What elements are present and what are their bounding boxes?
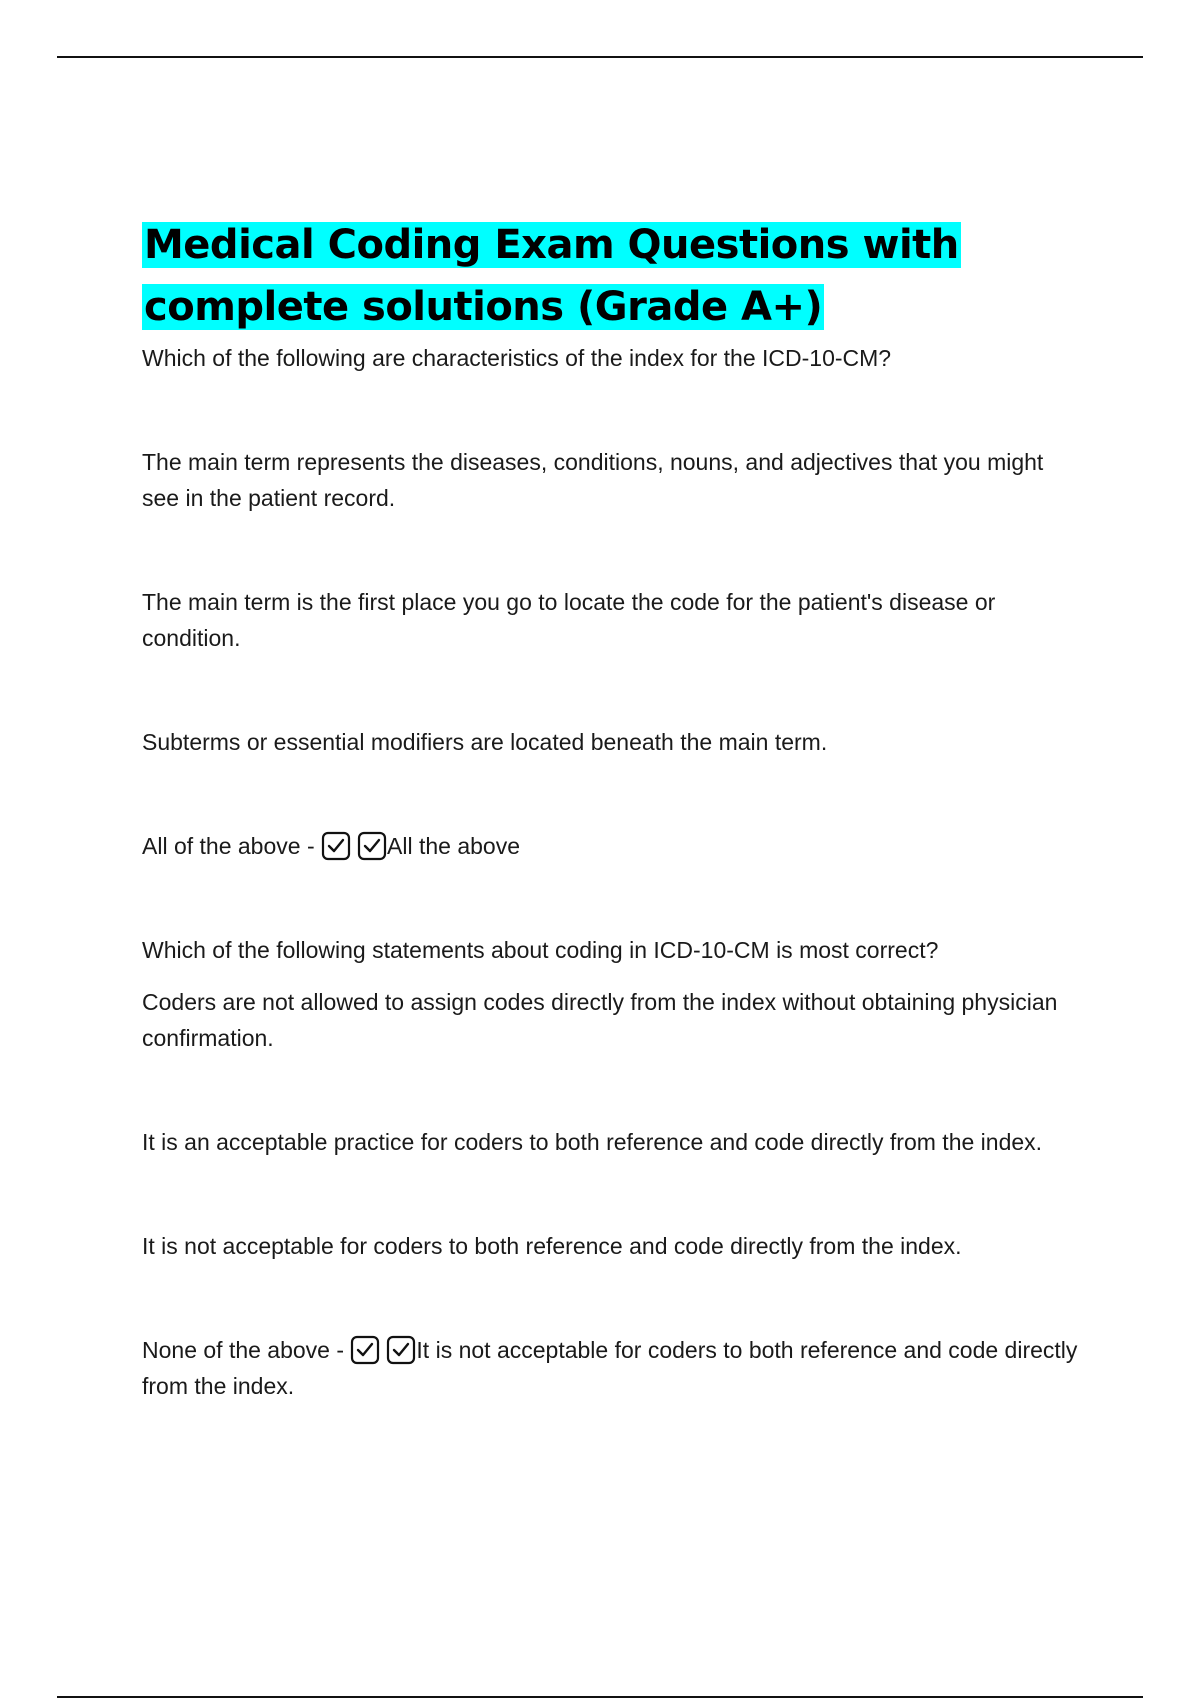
checkbox-checked-icon: [350, 1335, 380, 1365]
question-2-answer-text: It is not acceptable for coders to both reference and code directly from the index.: [142, 1337, 1078, 1399]
document-body: [142, 214, 1082, 1404]
question-2-option-3: It is not acceptable for coders to both reference and code directly from the index.: [142, 1233, 962, 1259]
question-2-answer-prefix: None of the above -: [142, 1337, 345, 1363]
question-2-text: Which of the following statements about coding in ICD-10-CM is most correct?: [142, 937, 939, 963]
question-1-answer: [142, 828, 1082, 864]
checkbox-checked-icon: [386, 1335, 416, 1365]
question-1-option-1: The main term represents the diseases, conditions, nouns, and adjectives that you might see in the patient record.: [142, 449, 1044, 511]
bottom-rule: [57, 1696, 1143, 1698]
question-2-option-1: Coders are not allowed to assign codes directly from the index without obtaining physician confirmation.: [142, 989, 1058, 1051]
question-1-text: Which of the following are characteristics of the index for the ICD-10-CM?: [142, 345, 892, 371]
title-line-2: complete solutions (Grade A+): [144, 284, 823, 330]
question-2-option-2: It is an acceptable practice for coders to both reference and code directly from the index.: [142, 1129, 1043, 1155]
document-title: [142, 214, 1082, 338]
question-1-option-3: Subterms or essential modifiers are located beneath the main term.: [142, 729, 828, 755]
question-2-answer: [142, 1332, 1082, 1404]
question-1-option-2: The main term is the first place you go to locate the code for the patient's disease or condition.: [142, 589, 996, 651]
top-rule: [57, 56, 1143, 58]
checkbox-checked-icon: [357, 831, 387, 861]
checkbox-checked-icon: [321, 831, 351, 861]
question-1-answer-text: All the above: [387, 833, 520, 859]
question-1-answer-prefix: All of the above -: [142, 833, 315, 859]
title-line-1: Medical Coding Exam Questions with: [144, 222, 959, 268]
